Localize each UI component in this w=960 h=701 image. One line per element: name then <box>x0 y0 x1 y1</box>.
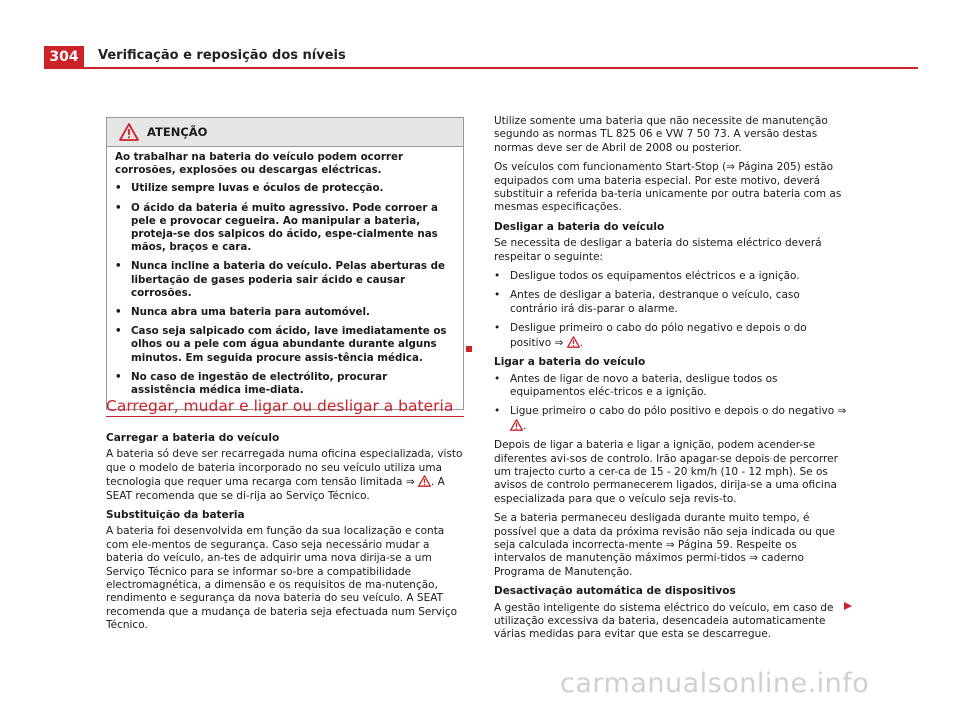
watermark: carmanualsonline.info <box>560 668 870 699</box>
paragraph: A bateria foi desenvolvida em função da sua localização e conta com ele-mentos de segurança. Caso seja necessário mudar a bateria do veículo, an-tes de adquirir uma nova dirija-se a um Serviço Técnico para se informar so-bre a compatibilidade electromagnética, a dimensão e os requisitos de ma-nutenção, rendimento e segurança da nova bateria do seu veículo. A SEAT recomenda que a mudança de bateria seja efectuada num Serviço Técnico. <box>106 525 458 632</box>
paragraph: Se necessita de desligar a bateria do sistema eléctrico deverá respeitar o seguinte: <box>494 237 822 263</box>
warning-item: • Nunca incline a bateria do veículo. Pelas aberturas de libertação de gases poderia sair ácido e causar corrosões. <box>115 260 445 299</box>
warning-item: • Utilize sempre luvas e óculos de protecção. <box>115 182 384 195</box>
list-item: • Desligue primeiro o cabo do pólo negativo e depois o do positivo ⇒ . <box>494 322 807 349</box>
warning-intro: Ao trabalhar na bateria do veículo podem ocorrer corrosões, explosões ou descargas eléctricas. <box>115 151 404 177</box>
warning-triangle-icon[interactable] <box>510 419 523 431</box>
paragraph: A gestão inteligente do sistema eléctrico do veículo, em caso de utilização excessiva da bateria, desencadeia automaticamente várias medidas para evitar que esta se descarregue. <box>494 601 834 641</box>
page-number: 304 <box>44 46 84 68</box>
subheading: Desligar a bateria do veículo <box>494 220 665 233</box>
paragraph: A bateria só deve ser recarregada numa oficina especializada, visto que o modelo de bateria incorporado no seu veículo utiliza uma tecnologia que requer uma recarga com tensão limitada ⇒ . A SEAT recomenda que se di-rija ao Serviço Técnico. <box>106 448 463 502</box>
paragraph: Utilize somente uma bateria que não necessite de manutenção segundo as normas TL 825 06 e VW 7 50 73. A versão destas normas deve ser de Abril de 2008 ou posterior. <box>494 115 828 154</box>
warning-item: • No caso de ingestão de electrólito, procurar assistência médica ime-diata. <box>115 370 388 397</box>
warning-triangle-icon <box>119 123 139 141</box>
section-end-marker <box>466 346 472 352</box>
section-rule <box>106 416 464 417</box>
right-column <box>494 115 850 648</box>
list-item: • Ligue primeiro o cabo do pólo positivo e depois o do negativo ⇒ . <box>494 405 847 432</box>
subheading: Substituição da bateria <box>106 509 245 522</box>
paragraph: Os veículos com funcionamento Start-Stop (⇒ Página 205) estão equipados com uma bateria especial. Por este motivo, deverá substituir a referida ba-teria unicamente por outra bateria com as mesmas especificações. <box>494 161 842 214</box>
warning-triangle-icon[interactable] <box>567 336 580 348</box>
warning-item: • Nunca abra uma bateria para automóvel. <box>115 306 370 319</box>
warning-item: • Caso seja salpicado com ácido, lave imediatamente os olhos ou a pele com água abundante durante alguns minutos. Em seguida procure assis-tência médica. <box>115 325 447 364</box>
warning-title: ATENÇÃO <box>147 125 208 139</box>
warning-body <box>107 147 463 409</box>
warning-item: • O ácido da bateria é muito agressivo. Pode corroer a pele e provocar cegueira. Ao manipular a bateria, proteja-se dos salpicos do ácido, espe-cialmente nas mãos, braços e cara. <box>115 201 438 254</box>
page-header-title: Verificação e reposição dos níveis <box>98 48 346 63</box>
list-item: • Antes de ligar de novo a bateria, desligue todos os equipamentos eléc-tricos e a ignição. <box>494 372 778 398</box>
list-item: • Desligue todos os equipamentos eléctricos e a ignição. <box>494 270 800 283</box>
header-rule <box>44 67 918 69</box>
paragraph: Depois de ligar a bateria e ligar a ignição, podem acender-se diferentes avi-sos de controlo. Irão apagar-se depois de percorrer um trajecto curto a cer-ca de 15 - 20 km/h (10 - 12 mph). Se os avisos de controlo permanecerem ligados, dirija-se a uma oficina especializada para que o veículo seja revis-to. <box>494 439 838 505</box>
warning-triangle-icon[interactable] <box>418 475 431 487</box>
list-item: • Antes de desligar a bateria, destranque o veículo, caso contrário irá dis-parar o alarme. <box>494 289 800 315</box>
paragraph: Se a bateria permaneceu desligada durante muito tempo, é possível que a data da próxima revisão não seja indicada ou que seja calculada incorrecta-mente ⇒ Página 59. Respeite os intervalos de manutenção máximos permi-tidos ⇒ caderno Programa de Manutenção. <box>494 512 835 578</box>
section-title: Carregar, mudar e ligar ou desligar a bateria <box>106 397 454 415</box>
subheading: Carregar a bateria do veículo <box>106 432 280 444</box>
continue-arrow-icon <box>843 601 853 611</box>
left-column <box>106 432 466 639</box>
warning-box <box>106 117 464 410</box>
warning-header <box>107 118 463 147</box>
subheading: Ligar a bateria do veículo <box>494 356 646 369</box>
subheading: Desactivação automática de dispositivos <box>494 585 736 598</box>
